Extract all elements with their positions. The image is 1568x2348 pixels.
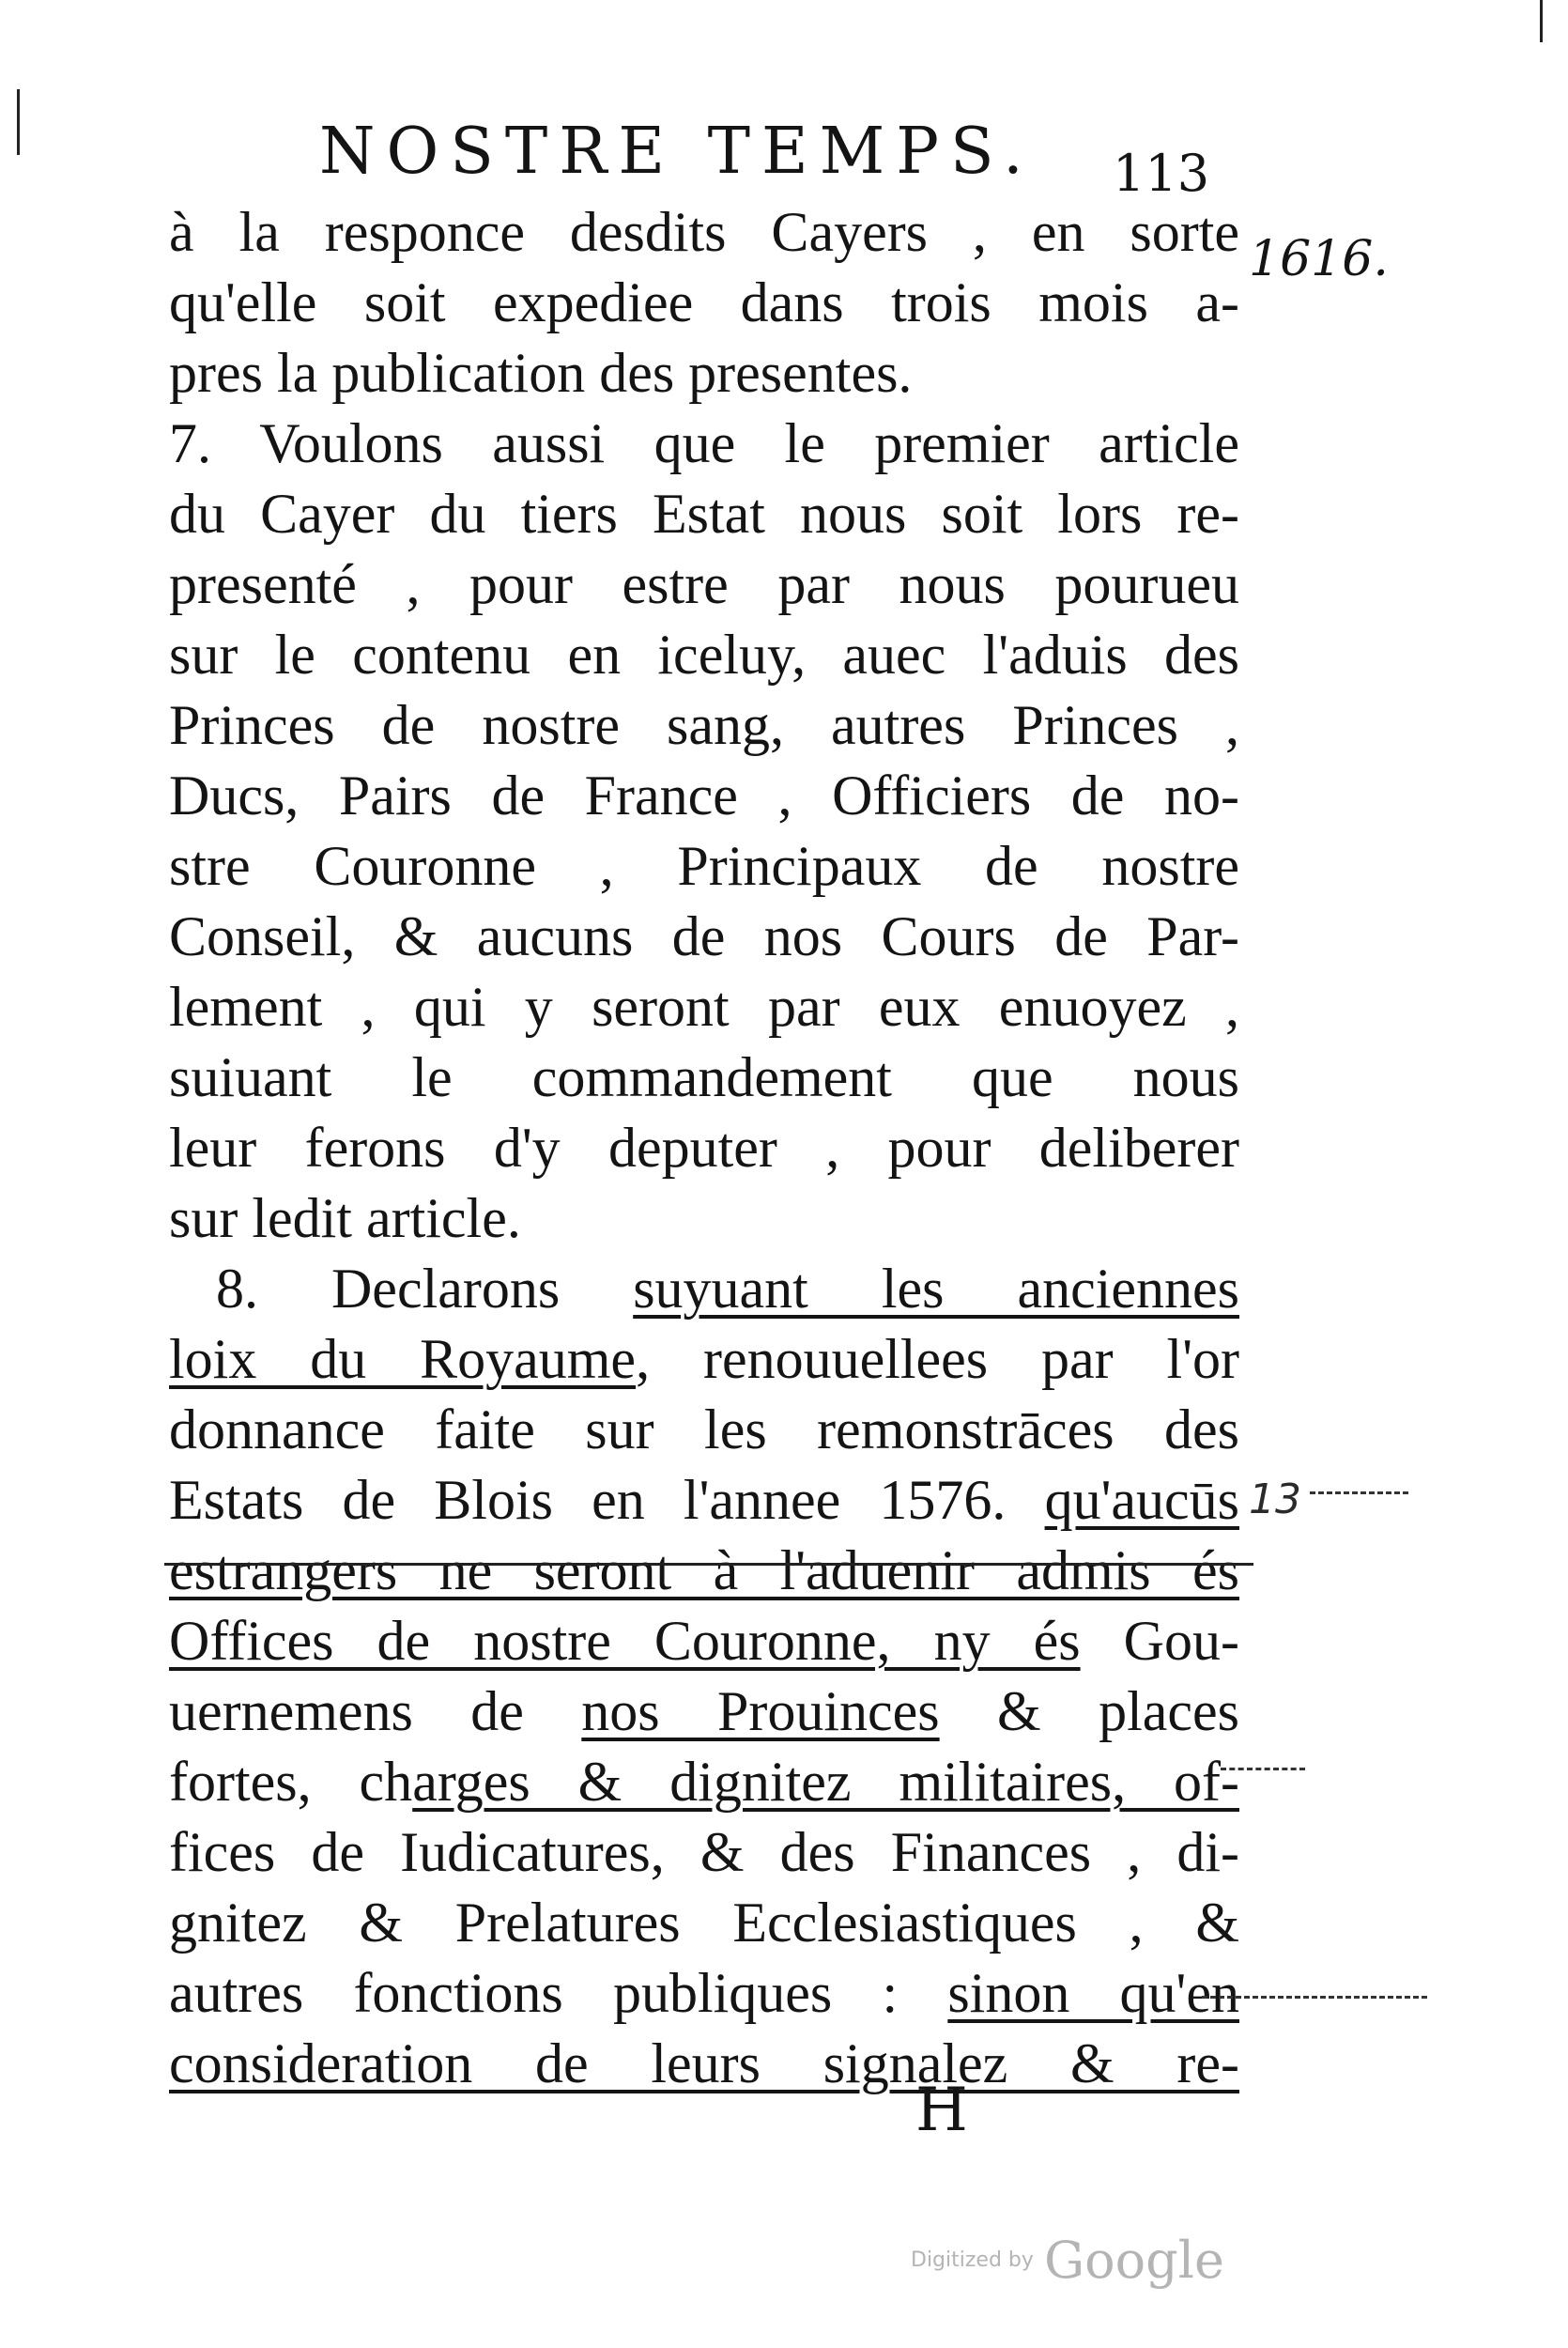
paragraph-8-line bbox=[169, 1958, 1239, 2029]
text-span: fortes, ch bbox=[169, 1751, 413, 1813]
text-line: Conseil, & aucuns de nos Cours de Par- bbox=[169, 905, 1239, 967]
page-number: 113 bbox=[1113, 144, 1210, 203]
margin-dash-mark bbox=[1221, 1768, 1305, 1770]
scan-edge-mark-left bbox=[17, 89, 20, 155]
paragraph-8-line: donnance faite sur les remonstrāces des bbox=[169, 1398, 1239, 1460]
text-line: Princes de nostre sang, autres Princes , bbox=[169, 694, 1239, 756]
paragraph-8-line bbox=[169, 1324, 1239, 1395]
text-span: Estats de Blois en l'annee 1576. bbox=[169, 1469, 1045, 1531]
scan-edge-mark-right bbox=[1540, 0, 1543, 42]
text-line: sur le contenu en iceluy, auec l'aduis des bbox=[169, 624, 1239, 686]
paragraph-8-line bbox=[169, 1465, 1239, 1536]
paragraph-8-line bbox=[169, 1747, 1239, 1817]
text-line: sur ledit article. bbox=[169, 1187, 521, 1249]
handwritten-margin-note: 13 bbox=[1249, 1475, 1301, 1523]
text-line: 7. Voulons aussi que le premier article bbox=[169, 412, 1239, 474]
underlined-text: suyuant les anciennes bbox=[633, 1258, 1239, 1320]
text-span: 8. Declarons bbox=[216, 1258, 634, 1320]
text-line: qu'elle soit expediee dans trois mois a- bbox=[169, 271, 1239, 333]
text-line: à la responce desdits Cayers , en sorte bbox=[169, 201, 1239, 263]
signature-mark: H bbox=[915, 2076, 968, 2145]
underlined-text: consideration de leurs signalez & re- bbox=[169, 2032, 1239, 2094]
underlined-text: nos Prouinces bbox=[581, 1680, 940, 1742]
digitized-by-watermark bbox=[911, 2231, 1224, 2290]
margin-dash-mark bbox=[1310, 1491, 1408, 1494]
text-line: stre Couronne , Principaux de nostre bbox=[169, 835, 1239, 897]
paragraph-8-line: fices de Iudicatures, & des Finances , di- bbox=[169, 1821, 1239, 1883]
underlined-text: Offices de nostre Couronne, ny és bbox=[169, 1610, 1081, 1672]
margin-year: 1616. bbox=[1249, 231, 1389, 287]
paragraph-8-line bbox=[169, 1676, 1239, 1747]
body-text bbox=[169, 197, 1239, 2099]
ink-rule-line bbox=[164, 1563, 1253, 1566]
text-span: , renouuellees par l'or bbox=[636, 1328, 1240, 1390]
text-span: & places bbox=[939, 1680, 1239, 1742]
text-span: Gou- bbox=[1080, 1610, 1239, 1672]
text-line: suiuant le commandement que nous bbox=[169, 1046, 1239, 1108]
text-span: autres fonctions publiques : bbox=[169, 1962, 948, 2024]
underlined-text: estrangers ne seront à l'aduenir admis és bbox=[169, 1539, 1239, 1601]
paragraph-8-line bbox=[169, 1536, 1239, 1606]
underlined-text: qu'aucūs bbox=[1044, 1469, 1239, 1531]
paragraph-8-line: gnitez & Prelatures Ecclesiastiques , & bbox=[169, 1892, 1239, 1954]
underlined-text: loix du Royaume bbox=[169, 1328, 637, 1390]
underlined-text: arges & dignitez militaires, of- bbox=[412, 1751, 1239, 1813]
paragraph-8-line bbox=[169, 1606, 1239, 1676]
margin-dash-mark bbox=[1202, 1996, 1427, 1999]
text-line: leur ferons d'y deputer , pour deliberer bbox=[169, 1117, 1239, 1179]
text-line: lement , qui y seront par eux enuoyez , bbox=[169, 976, 1239, 1038]
watermark-prefix: Digitized by bbox=[911, 2248, 1034, 2272]
running-head: NOSTRE TEMPS. bbox=[319, 115, 1035, 189]
text-span: uernemens de bbox=[169, 1680, 582, 1742]
google-logo-text: Google bbox=[1044, 2231, 1224, 2290]
text-line: pres la publication des presentes. bbox=[169, 342, 913, 404]
text-line: presenté , pour estre par nous pourueu bbox=[169, 553, 1239, 615]
underlined-text: sinon qu'en bbox=[947, 1962, 1239, 2024]
text-line: du Cayer du tiers Estat nous soit lors re- bbox=[169, 483, 1239, 545]
text-line: Ducs, Pairs de France , Officiers de no- bbox=[169, 765, 1239, 826]
paragraph-8-line bbox=[169, 1254, 1239, 1324]
paragraph-8-line bbox=[169, 2029, 1239, 2099]
